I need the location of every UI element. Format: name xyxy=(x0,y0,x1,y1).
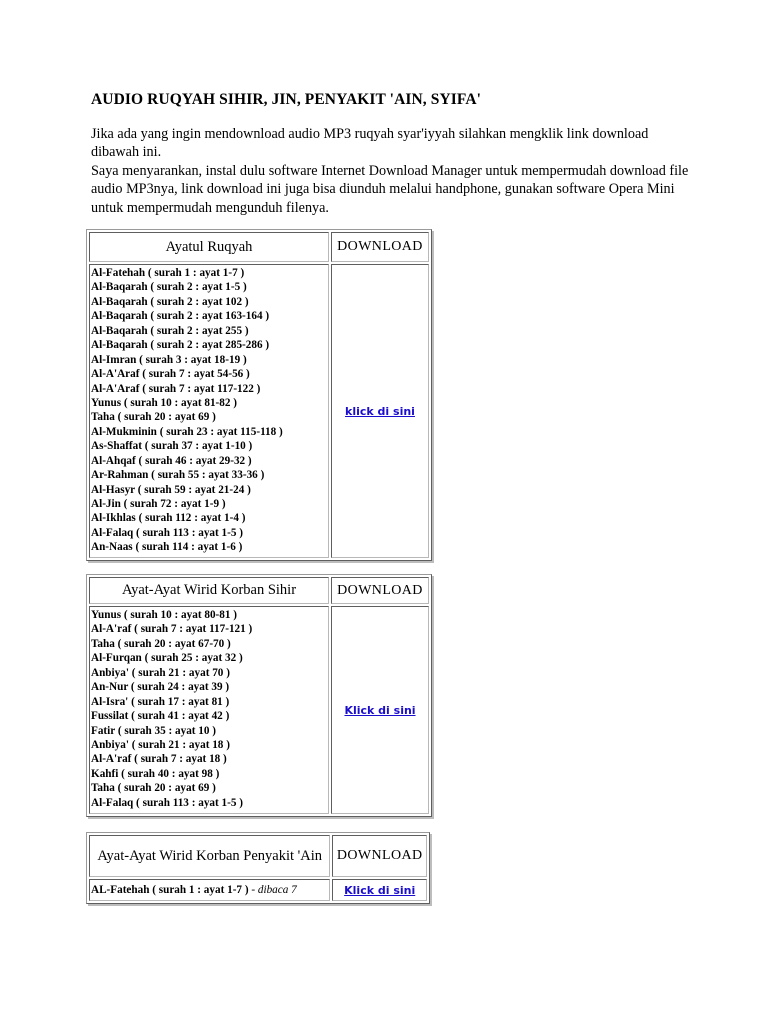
surah-row: Anbiya' ( surah 21 : ayat 70 ) xyxy=(91,666,230,679)
surah-row: Fatir ( surah 35 : ayat 10 ) xyxy=(91,724,217,737)
download-cell xyxy=(331,264,429,558)
surah-row: As-Shaffat ( surah 37 : ayat 1-10 ) xyxy=(91,440,253,453)
surah-row xyxy=(89,879,330,901)
surah-row: Yunus ( surah 10 : ayat 81-82 ) xyxy=(91,396,237,409)
surah-row: Ar-Rahman ( surah 55 : ayat 33-36 ) xyxy=(91,469,265,482)
surah-row: Al-Baqarah ( surah 2 : ayat 285-286 ) xyxy=(91,339,270,352)
surah-row: Al-Mukminin ( surah 23 : ayat 115-118 ) xyxy=(91,425,283,438)
surah-row: Al-A'raf ( surah 7 : ayat 18 ) xyxy=(91,753,227,766)
korban-ain-table xyxy=(86,832,430,904)
surah-row: Taha ( surah 20 : ayat 69 ) xyxy=(91,411,216,424)
surah-row: Al-Baqarah ( surah 2 : ayat 255 ) xyxy=(91,324,249,337)
surah-row: Al-Ahqaf ( surah 46 : ayat 29-32 ) xyxy=(91,454,252,467)
surah-row: Anbiya' ( surah 21 : ayat 18 ) xyxy=(91,738,230,751)
surah-row: Al-Baqarah ( surah 2 : ayat 163-164 ) xyxy=(91,310,270,323)
surah-row: Taha ( surah 20 : ayat 69 ) xyxy=(91,782,216,795)
intro-text xyxy=(91,125,691,217)
surah-row: Al-Fatehah ( surah 1 : ayat 1-7 ) xyxy=(91,267,245,279)
surah-text: AL-Fatehah ( surah 1 : ayat 1-7 ) xyxy=(91,883,249,896)
page-title: AUDIO RUQYAH SIHIR, JIN, PENYAKIT 'AIN, SYIFA' xyxy=(91,91,482,108)
surah-row: Fussilat ( surah 41 : ayat 42 ) xyxy=(91,710,230,723)
surah-row: Al-Falaq ( surah 113 : ayat 1-5 ) xyxy=(91,796,243,809)
intro-paragraph-1: Jika ada yang ingin mendownload audio MP3 ruqyah syar'iyyah silahkan mengklik link download dibawah ini. xyxy=(91,126,649,161)
surah-row: Al-Baqarah ( surah 2 : ayat 102 ) xyxy=(91,295,249,308)
surah-row: Al-Hasyr ( surah 59 : ayat 21-24 ) xyxy=(91,483,251,496)
surah-row: An-Naas ( surah 114 : ayat 1-6 ) xyxy=(91,541,243,554)
surah-row: Al-A'Araf ( surah 7 : ayat 54-56 ) xyxy=(91,368,250,381)
surah-row: Yunus ( surah 10 : ayat 80-81 ) xyxy=(91,609,237,621)
surah-row: Al-Jin ( surah 72 : ayat 1-9 ) xyxy=(91,498,226,510)
surah-row: Al-Ikhlas ( surah 112 : ayat 1-4 ) xyxy=(91,512,246,525)
surah-list xyxy=(89,264,329,558)
download-heading: DOWNLOAD xyxy=(331,232,429,262)
download-link[interactable]: klick di sini xyxy=(345,405,415,418)
surah-row: Al-A'raf ( surah 7 : ayat 117-121 ) xyxy=(91,623,253,636)
intro-paragraph-2: Saya menyarankan, instal dulu software Internet Download Manager untuk mempermudah download file audio MP3nya, link download ini juga bisa diunduh melalui handphone, gunakan software Opera Mini untuk mempermudah mengunduh filenya. xyxy=(91,162,689,216)
download-cell xyxy=(331,606,429,814)
download-link[interactable]: Klick di sini xyxy=(344,884,416,897)
download-heading: DOWNLOAD xyxy=(332,835,427,877)
ruqyah-table xyxy=(86,229,432,561)
surah-row: Al-Furqan ( surah 25 : ayat 32 ) xyxy=(91,652,243,665)
korban-sihir-table xyxy=(86,574,432,817)
surah-row: Al-A'Araf ( surah 7 : ayat 117-122 ) xyxy=(91,382,261,395)
surah-row: Al-Isra' ( surah 17 : ayat 81 ) xyxy=(91,695,230,708)
surah-row: Al-Baqarah ( surah 2 : ayat 1-5 ) xyxy=(91,281,247,294)
surah-row: Kahfi ( surah 40 : ayat 98 ) xyxy=(91,767,220,780)
surah-list xyxy=(89,606,329,814)
download-link[interactable]: Klick di sini xyxy=(344,704,416,717)
recite-note: - dibaca 7 xyxy=(248,883,297,896)
download-heading: DOWNLOAD xyxy=(331,577,429,604)
surah-row: Al-Falaq ( surah 113 : ayat 1-5 ) xyxy=(91,526,243,539)
table-heading: Ayat-Ayat Wirid Korban Sihir xyxy=(89,577,329,604)
surah-row: Al-Imran ( surah 3 : ayat 18-19 ) xyxy=(91,353,247,366)
surah-row: Taha ( surah 20 : ayat 67-70 ) xyxy=(91,637,231,650)
surah-row: An-Nur ( surah 24 : ayat 39 ) xyxy=(91,681,230,694)
table-heading: Ayatul Ruqyah xyxy=(89,232,329,262)
download-cell xyxy=(332,879,427,901)
table-heading: Ayat-Ayat Wirid Korban Penyakit 'Ain xyxy=(89,835,330,877)
